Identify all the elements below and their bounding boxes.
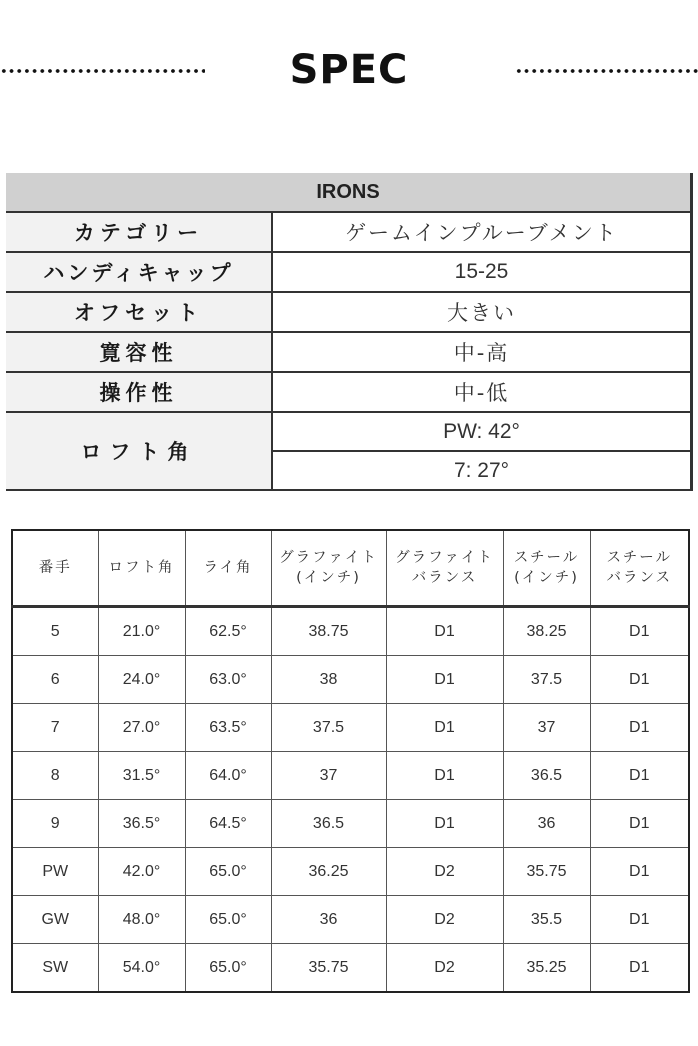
cell-graphite-balance: D1 [386,800,503,848]
page-title: SPEC [289,47,409,93]
summary-value: 中-高 [272,332,692,372]
cell-graphite-length: 36 [271,896,386,944]
cell-club: GW [12,896,98,944]
summary-row-loft [6,412,692,451]
cell-club: PW [12,848,98,896]
cell-lie: 62.5° [185,607,271,656]
col-header-steel-balance: スチール バランス [590,530,689,607]
cell-steel-balance: D1 [590,848,689,896]
cell-loft: 36.5° [98,800,185,848]
spec-header-row [12,530,689,607]
cell-steel-length: 36.5 [503,752,590,800]
table-row [12,848,689,896]
col-header-graphite-length: グラファイト (インチ) [271,530,386,607]
summary-label: 寛容性 [6,332,272,372]
table-row [12,944,689,993]
cell-steel-balance: D1 [590,800,689,848]
cell-steel-length: 37.5 [503,656,590,704]
summary-value: ゲームインプルーブメント [272,212,692,252]
cell-club: SW [12,944,98,993]
summary-row-workability [6,372,692,412]
cell-graphite-balance: D1 [386,704,503,752]
cell-steel-length: 36 [503,800,590,848]
col-header-loft: ロフト角 [98,530,185,607]
cell-loft: 24.0° [98,656,185,704]
col-header-lie: ライ角 [185,530,271,607]
table-row [12,704,689,752]
summary-value: PW: 42° [272,412,692,451]
cell-graphite-balance: D2 [386,944,503,993]
cell-steel-balance: D1 [590,656,689,704]
cell-steel-length: 35.5 [503,896,590,944]
summary-value: 15-25 [272,252,692,292]
summary-label: オフセット [6,292,272,332]
cell-steel-balance: D1 [590,896,689,944]
cell-graphite-length: 38.75 [271,607,386,656]
cell-steel-balance: D1 [590,607,689,656]
table-row [12,800,689,848]
cell-lie: 64.5° [185,800,271,848]
summary-row-forgiveness [6,332,692,372]
col-header-steel-length: スチール (インチ) [503,530,590,607]
cell-loft: 21.0° [98,607,185,656]
cell-graphite-balance: D1 [386,607,503,656]
cell-lie: 64.0° [185,752,271,800]
cell-loft: 42.0° [98,848,185,896]
summary-row-category [6,212,692,252]
cell-steel-balance: D1 [590,704,689,752]
table-row [12,896,689,944]
cell-club: 5 [12,607,98,656]
cell-graphite-length: 35.75 [271,944,386,993]
table-row [12,607,689,656]
irons-summary-table [6,173,693,491]
cell-steel-length: 35.75 [503,848,590,896]
cell-graphite-balance: D1 [386,752,503,800]
summary-label: カテゴリー [6,212,272,252]
cell-lie: 65.0° [185,848,271,896]
cell-graphite-length: 37.5 [271,704,386,752]
col-header-club: 番手 [12,530,98,607]
col-header-graphite-balance: グラファイト バランス [386,530,503,607]
cell-loft: 48.0° [98,896,185,944]
cell-steel-balance: D1 [590,752,689,800]
club-spec-table [11,529,690,993]
cell-club: 6 [12,656,98,704]
cell-lie: 63.0° [185,656,271,704]
summary-label: ハンディキャップ [6,252,272,292]
cell-loft: 54.0° [98,944,185,993]
cell-lie: 65.0° [185,944,271,993]
cell-graphite-balance: D2 [386,896,503,944]
summary-value: 中-低 [272,372,692,412]
cell-graphite-length: 36.25 [271,848,386,896]
dotted-divider-right [515,68,698,74]
summary-label: 操作性 [6,372,272,412]
cell-lie: 63.5° [185,704,271,752]
cell-loft: 31.5° [98,752,185,800]
cell-club: 8 [12,752,98,800]
cell-steel-length: 35.25 [503,944,590,993]
cell-lie: 65.0° [185,896,271,944]
cell-graphite-balance: D1 [386,656,503,704]
cell-graphite-length: 38 [271,656,386,704]
cell-steel-length: 38.25 [503,607,590,656]
table-row [12,752,689,800]
cell-graphite-balance: D2 [386,848,503,896]
cell-graphite-length: 37 [271,752,386,800]
cell-club: 7 [12,704,98,752]
cell-steel-length: 37 [503,704,590,752]
table-row [12,656,689,704]
summary-label: ロフト角 [6,412,272,490]
cell-club: 9 [12,800,98,848]
summary-value: 7: 27° [272,451,692,490]
cell-loft: 27.0° [98,704,185,752]
summary-row-handicap [6,252,692,292]
summary-row-offset [6,292,692,332]
spec-title-bar [0,40,698,100]
cell-graphite-length: 36.5 [271,800,386,848]
summary-header: IRONS [6,173,692,212]
summary-value: 大きい [272,292,692,332]
cell-steel-balance: D1 [590,944,689,993]
